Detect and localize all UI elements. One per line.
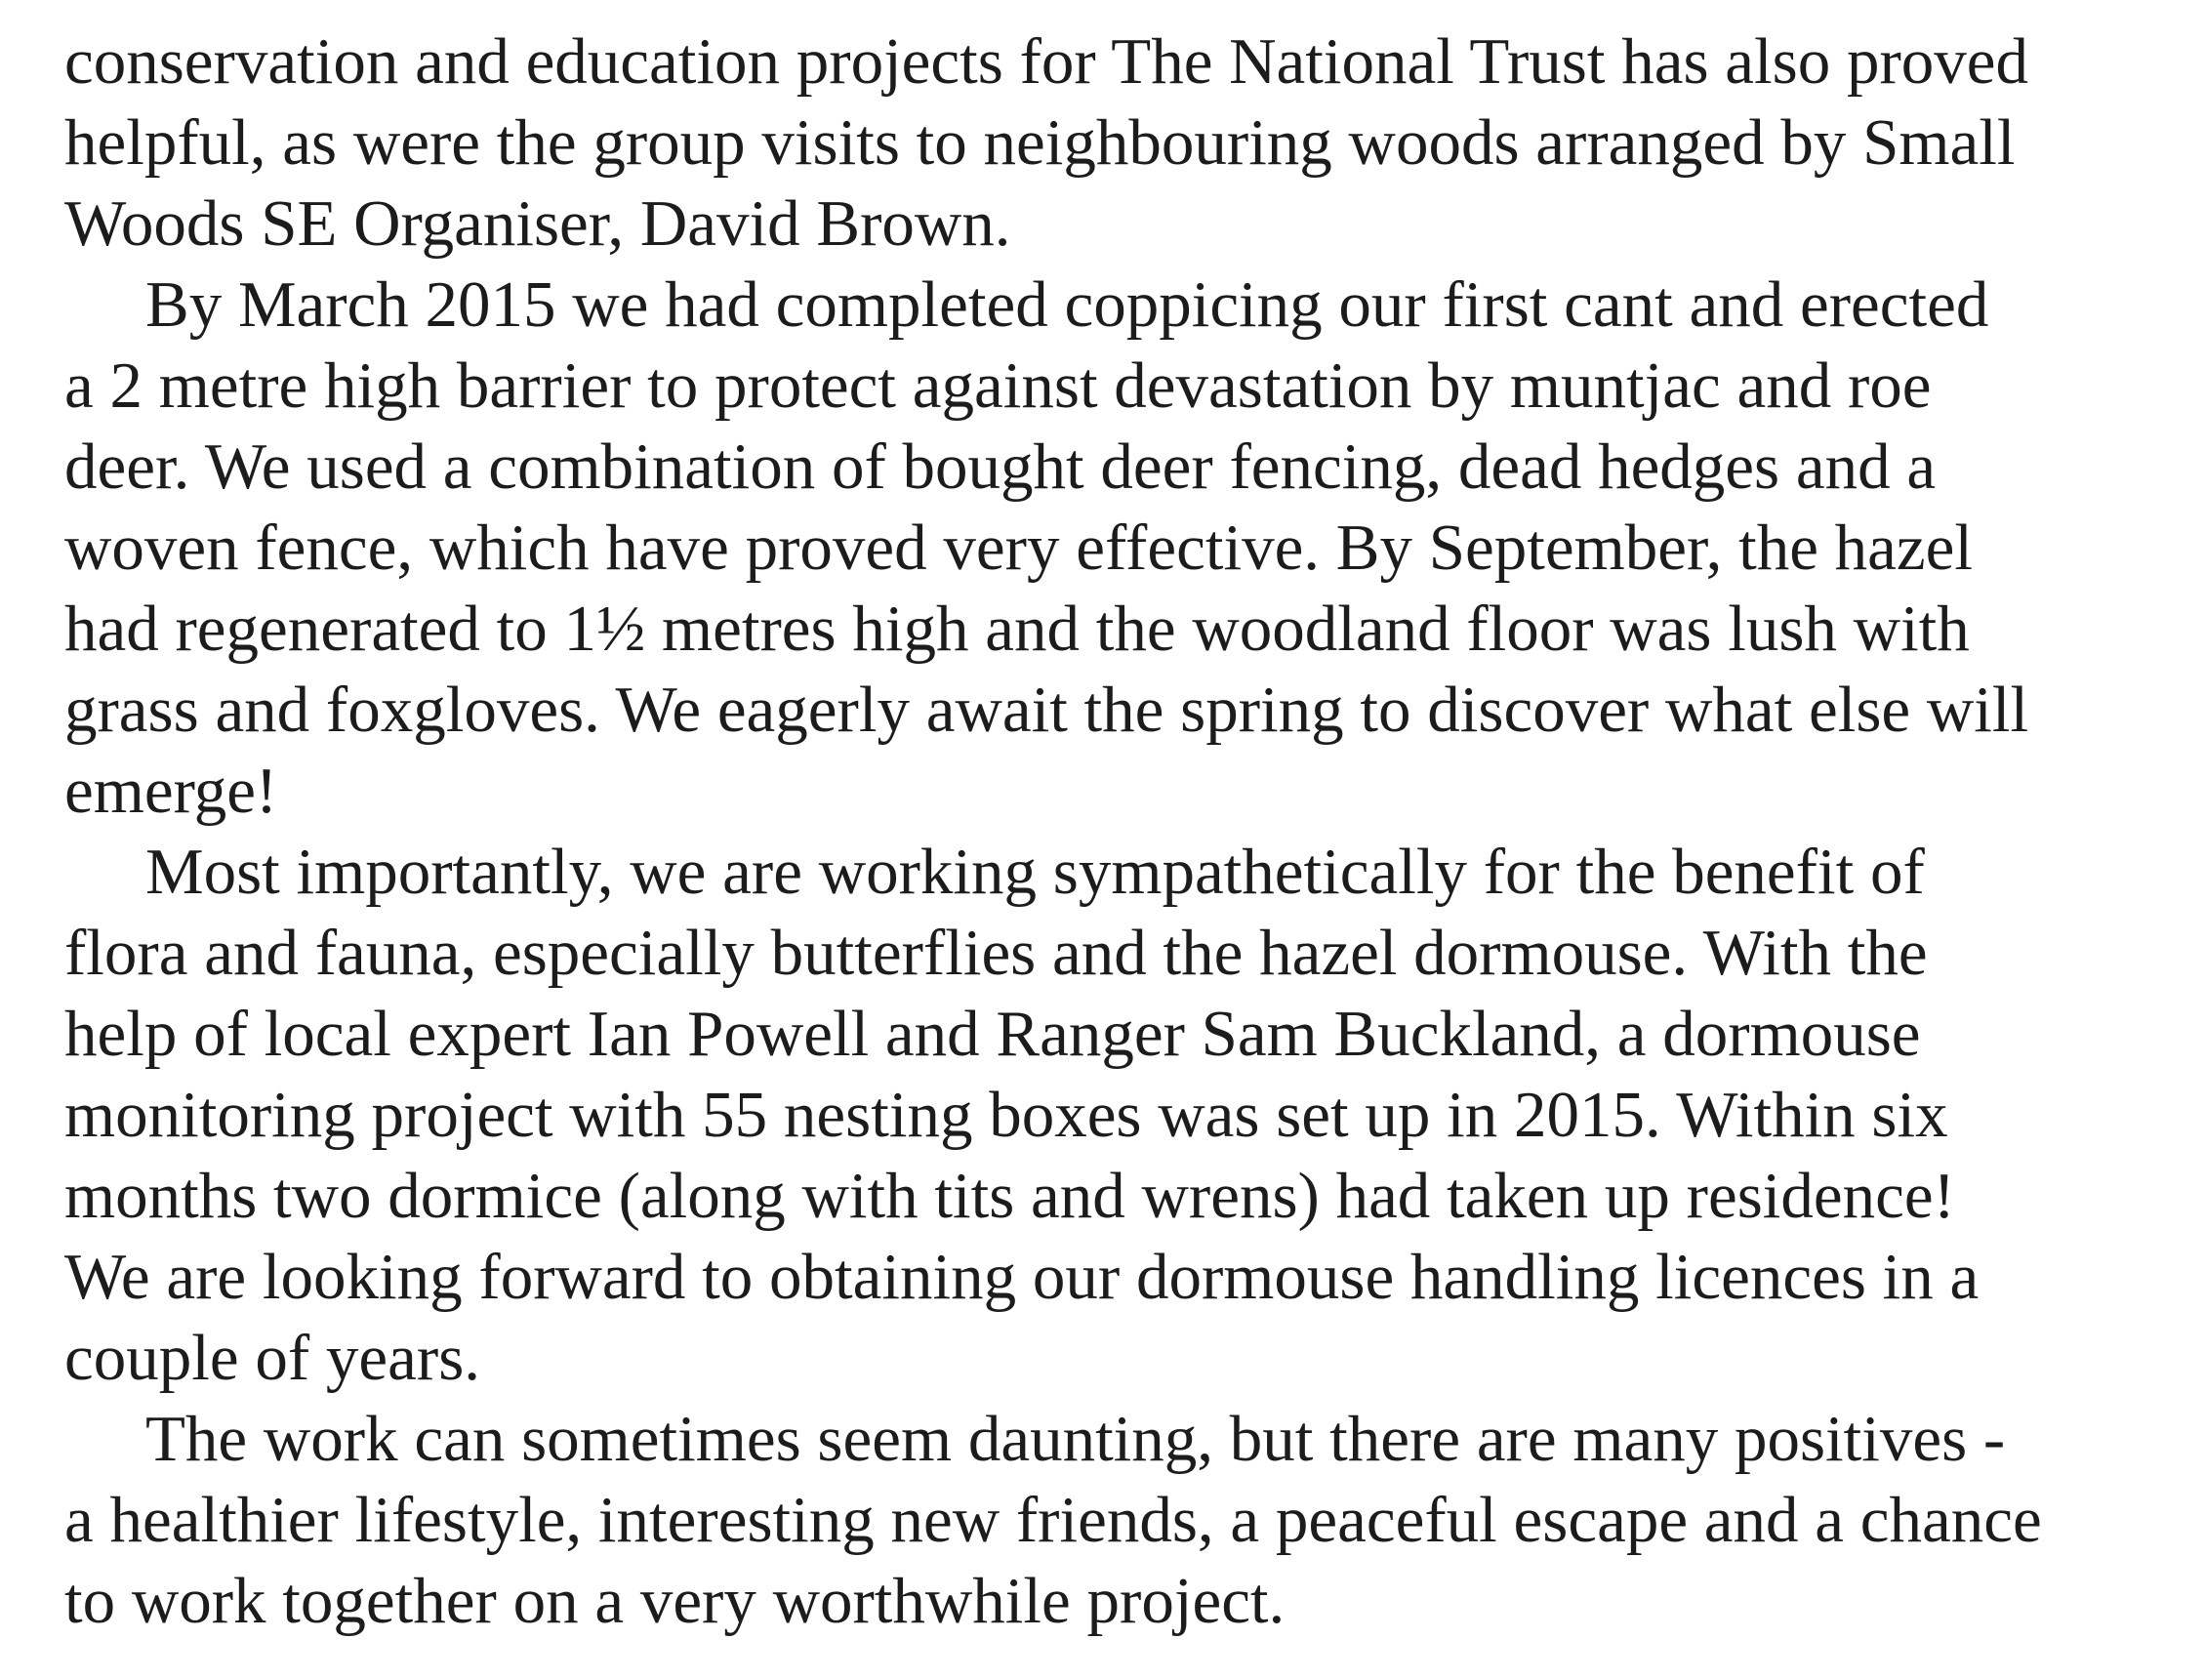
text-line-16: We are looking forward to obtaining our dormouse handling licences in a: [64, 1241, 1980, 1313]
text-line-5: a 2 metre high barrier to protect against devastation by muntjac and roe: [64, 349, 1932, 422]
text-line-7: woven fence, which have proved very effective. By September, the hazel: [64, 512, 1974, 584]
text-line-1: conservation and education projects for The National Trust has also proved: [64, 25, 2029, 98]
text-line-2: helpful, as were the group visits to neighbouring woods arranged by Small: [64, 106, 2016, 179]
text-line-6: deer. We used a combination of bought deer fencing, dead hedges and a: [64, 430, 1937, 503]
text-line-14: monitoring project with 55 nesting boxes was set up in 2015. Within six: [64, 1079, 1948, 1151]
text-line-8: had regenerated to 1½ metres high and the woodland floor was lush with: [64, 593, 1970, 665]
text-line-3: Woods SE Organiser, David Brown.: [64, 187, 1011, 260]
text-line-19: a healthier lifestyle, interesting new friends, a peaceful escape and a chance: [64, 1484, 2042, 1556]
text-line-9: grass and foxgloves. We eagerly await the spring to discover what else will: [64, 674, 2029, 746]
text-line-10: emerge!: [64, 755, 278, 827]
text-line-20: to work together on a very worthwhile project.: [64, 1565, 1286, 1637]
text-line-13: help of local expert Ian Powell and Ranger Sam Buckland, a dormouse: [64, 998, 1921, 1070]
text-line-12: flora and fauna, especially butterflies and the hazel dormouse. With the: [64, 917, 1928, 989]
text-line-15: months two dormice (along with tits and wrens) had taken up residence!: [64, 1160, 1955, 1232]
text-line-17: couple of years.: [64, 1322, 481, 1394]
text-line-18: The work can sometimes seem daunting, but there are many positives -: [145, 1403, 2006, 1475]
text-line-4: By March 2015 we had completed coppicing our first cant and erected: [145, 268, 1989, 341]
text-line-11: Most importantly, we are working sympathetically for the benefit of: [145, 836, 1925, 908]
